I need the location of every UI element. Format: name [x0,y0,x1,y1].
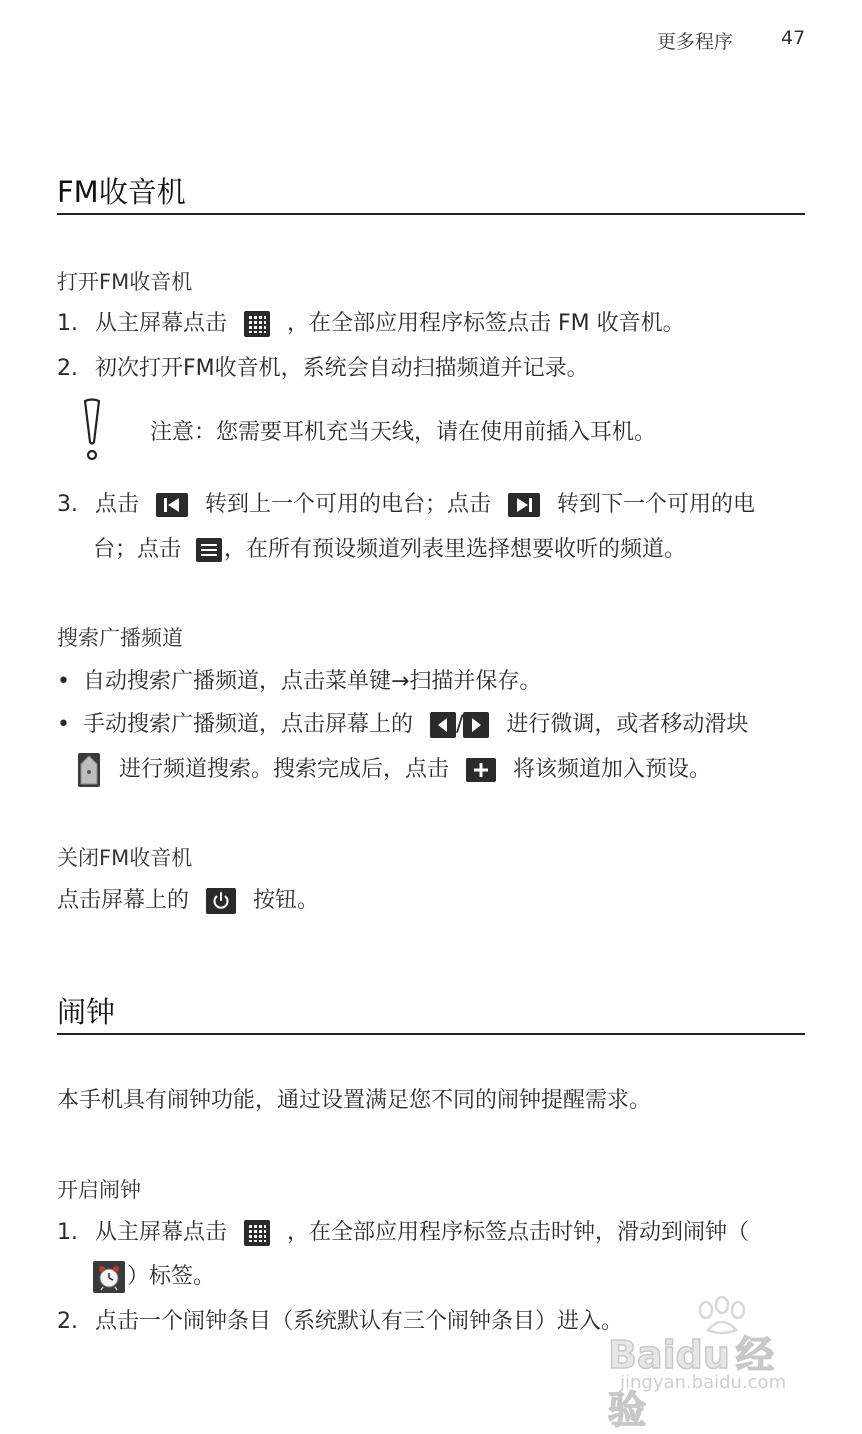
slider-knob-icon [78,753,100,787]
open-fm-subtitle: 打开FM收音机 [57,270,193,294]
baidu-watermark [608,1300,808,1432]
fine-tune-left-icon [430,712,456,738]
fm-section-title: FM收音机 [57,175,186,209]
running-header-section: 更多程序 [657,31,734,53]
bullet-dot: • [57,669,70,694]
apps-grid-icon [244,311,270,337]
search-bullet-2-line2 [78,753,711,787]
step-text: 点击一个闹钟条目（系统默认有三个闹钟条目）进入。 [95,1309,624,1334]
list-icon [196,538,222,562]
step-number: 1. [57,311,78,336]
step-number: 1. [57,1220,78,1245]
fm-step-2 [57,353,589,385]
fm-step-1 [57,308,685,340]
next-icon [508,493,540,517]
step-text-c: ）标签。 [127,1264,216,1289]
step-text-b: 转到上一个可用的电台；点击 [205,492,492,517]
bullet-text-c: 进行频道搜索。搜索完成后，点击 [119,757,450,782]
fm-step-3 [57,489,755,521]
step-text: 从主屏幕点击 [95,1220,228,1245]
step-text-e: ，在所有预设频道列表里选择想要收听的频道。 [224,537,687,562]
alarm-step-1-line2 [93,1261,215,1293]
bullet-text: 手动搜索广播频道，点击屏幕上的 [82,712,413,737]
step-text: 初次打开FM收音机，系统会自动扫描频道并记录。 [95,356,589,381]
watermark-brand: Baidu [608,1333,730,1377]
alarm-step-1 [57,1217,749,1249]
bullet-text-d: 将该频道加入预设。 [513,757,712,782]
alarm-clock-icon [93,1261,125,1293]
bullet-separator: / [456,712,464,737]
step-number: 2. [57,356,78,381]
alarm-section-title: 闹钟 [57,995,116,1029]
open-alarm-subtitle: 开启闹钟 [57,1178,141,1202]
fm-step-3-line2 [93,534,686,566]
watermark-url: jingyan.baidu.com [620,1372,787,1393]
step-text: 点击 [95,492,140,517]
close-fm-subtitle: 关闭FM收音机 [57,846,193,870]
apps-grid-icon [244,1220,270,1246]
fm-title-rule [57,213,805,215]
step-text: 从主屏幕点击 [95,311,228,336]
step-text-cont: ，在全部应用程序标签点击时钟，滑动到闹钟（ [287,1220,750,1245]
alarm-step-2 [57,1306,623,1338]
fine-tune-right-icon [463,712,489,738]
bullet-dot: • [57,712,70,737]
previous-icon [156,493,188,517]
step-number: 3. [57,492,78,517]
power-icon [206,888,236,914]
step-text-d: 台；点击 [93,537,182,562]
page-number: 47 [781,27,806,49]
close-text-a: 点击屏幕上的 [57,888,190,913]
search-bullet-2 [57,709,748,741]
exclamation-icon [80,398,104,462]
alarm-intro: 本手机具有闹钟功能，通过设置满足您不同的闹钟提醒需求。 [57,1088,652,1113]
search-bullet-1 [57,666,541,698]
step-text-cont: ，在全部应用程序标签点击 FM 收音机。 [287,311,685,336]
alarm-title-rule [57,1033,805,1035]
step-text-c: 转到下一个可用的电 [557,492,756,517]
close-fm-text [57,885,319,917]
step-number: 2. [57,1309,78,1334]
bullet-text-b: 进行微调，或者移动滑块 [506,712,749,737]
watermark-cn: 经验 [608,1333,774,1432]
bullet-text: 自动搜索广播频道，点击菜单键→扫描并保存。 [82,669,542,694]
close-text-b: 按钮。 [253,888,320,913]
note-text: 注意：您需要耳机充当天线，请在使用前插入耳机。 [150,420,657,445]
add-icon [466,758,496,782]
search-subtitle: 搜索广播频道 [57,626,183,650]
